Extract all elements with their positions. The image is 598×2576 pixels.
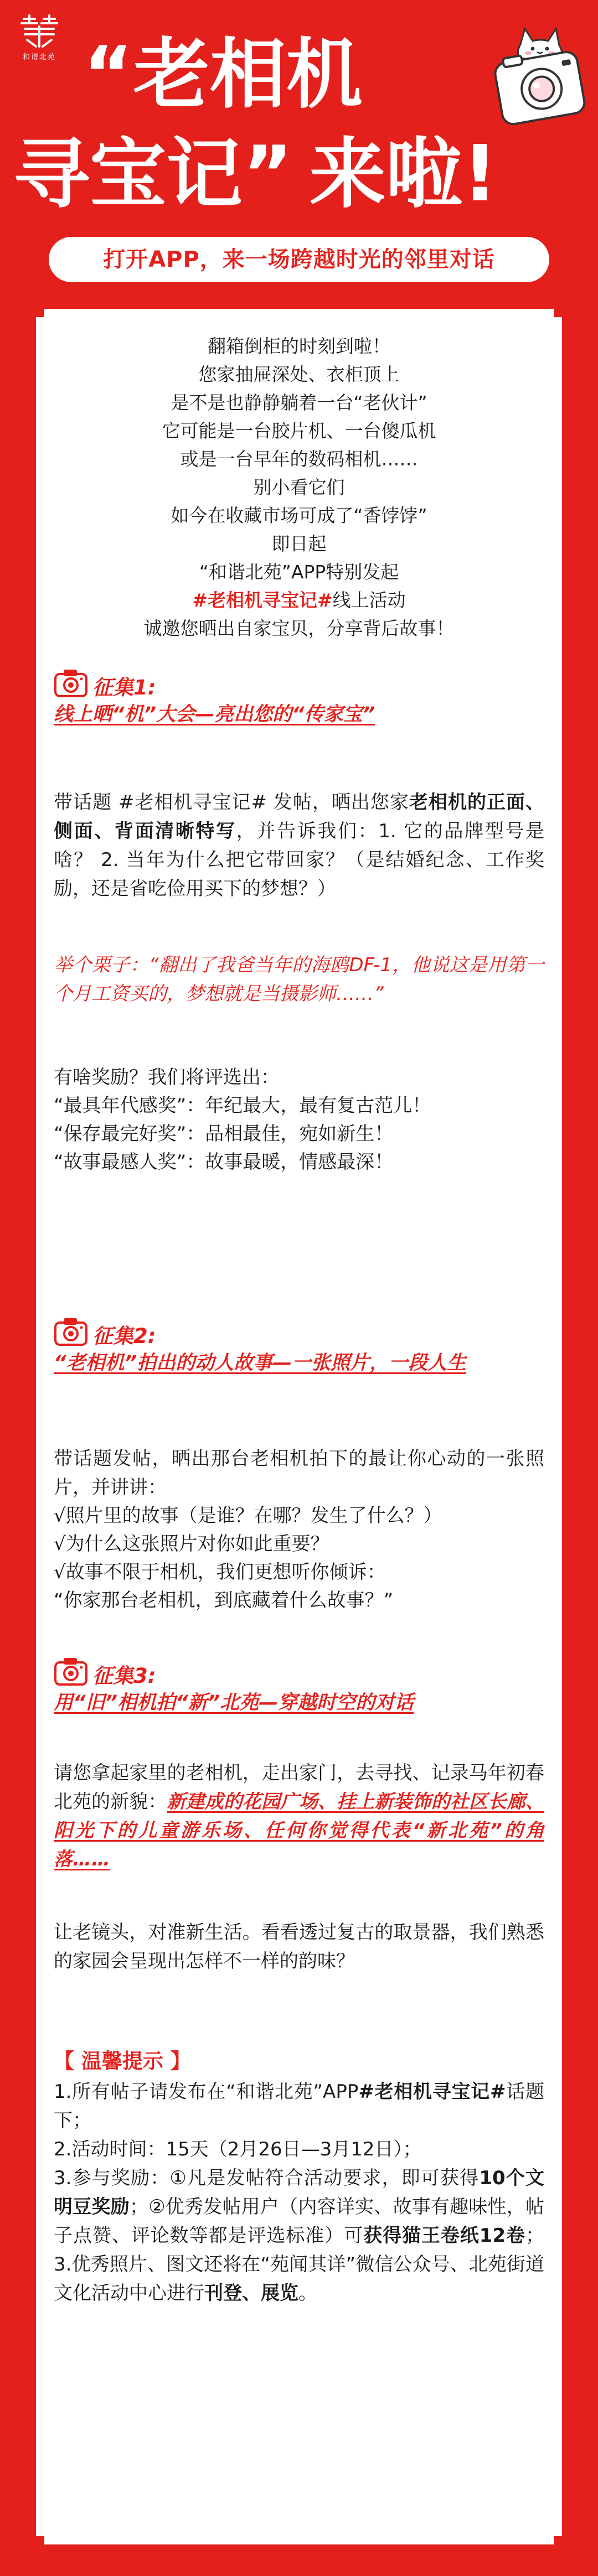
tip-text: ；②优秀发帖用户（内容详实、故事有趣味性，帖子点赞、评论数等都是评选标准）可 [54, 2196, 545, 2247]
title-part-a: 寻宝记” [13, 129, 293, 219]
title-exclamation: ! [462, 129, 498, 219]
section-1-label: 征集1: [92, 676, 156, 699]
section-2-checklist [54, 1502, 544, 1615]
hashtag[interactable]: #老相机寻宝记# [192, 589, 333, 611]
tips-body [54, 2077, 544, 2308]
camera-with-cat-icon [487, 22, 587, 127]
corner-mark [554, 2536, 562, 2544]
content-card [36, 309, 562, 2544]
intro-line: 它可能是一台胶片机、一台傻瓜机 [162, 420, 436, 442]
intro-line: 如今在收藏市场可成了“香饽饽” [171, 505, 427, 526]
hashtag-suffix: 线上活动 [332, 589, 406, 611]
section-3-emphasis: 新建成的花园广场、挂上新装饰的社区长廊、阳光下的儿童游乐场、任何你觉得代表“新北苑”的角落…… [54, 1791, 545, 1870]
tip-emphasis: 获得猫王卷纸12卷 [363, 2225, 525, 2247]
intro-line: “和谐北苑”APP特别发起 [199, 561, 399, 583]
section-1-body [54, 788, 544, 903]
intro-line: 您家抽屉深处、衣柜顶上 [198, 364, 400, 385]
tip-text: 3.参与奖励：①凡是发帖符合活动要求，即可获得 [54, 2167, 480, 2189]
logo-glyph-icon [19, 14, 59, 49]
section-1-subtitle: 线上晒“机”大会—亮出您的“传家宝” [54, 703, 375, 725]
camera-icon [54, 1316, 88, 1347]
section-1-rewards [54, 1064, 544, 1176]
section-1-text: 带话题 #老相机寻宝记# 发帖，晒出您家 [54, 791, 409, 813]
intro-block [36, 332, 562, 642]
tip-text: 话题下； [54, 2081, 545, 2132]
intro-line: 诚邀您晒出自家宝贝，分享背后故事！ [143, 618, 455, 639]
section-3-subtitle: 用“旧”相机拍“新”北苑—穿越时空的对话 [54, 1692, 414, 1714]
section-2-label: 征集2: [92, 1324, 156, 1348]
logo-text: 和谐北苑 [22, 53, 56, 61]
brand-logo [14, 14, 64, 61]
reward-item: “故事最感人奖”：故事最暖，情感最深！ [54, 1151, 394, 1173]
page-title-line-1: “老相机 [83, 30, 363, 119]
intro-line: 或是一台早年的数码相机…… [180, 448, 418, 470]
tip-item [54, 2164, 544, 2308]
section-3-label: 征集3: [92, 1664, 156, 1688]
reward-item: “保存最完好奖”：品相最佳，宛如新生！ [54, 1123, 394, 1145]
tip-text: 1.所有帖子请发布在“和谐北苑”APP [54, 2081, 359, 2103]
intro-line: 别小看它们 [253, 476, 345, 498]
section-1-example: 举个栗子：“翻出了我爸当年的海鸥DF-1，他说这是用第一个月工资买的，梦想就是当摄影师……” [54, 954, 544, 1005]
section-1-emphasis: 老相机的正面、侧面、背面清晰特写 [54, 791, 545, 842]
check-item: √故事不限于相机，我们更想听你倾诉： [54, 1561, 386, 1583]
reward-item: “最具年代感奖”：年纪最大，最有复古范儿！ [54, 1095, 431, 1117]
corner-mark [36, 309, 44, 317]
section-3-text: 请您拿起家里的老相机，走出家门，去寻找、记录马年初春北苑的新貌： [54, 1762, 544, 1813]
tip-emphasis: 10个文明豆奖励 [54, 2167, 544, 2218]
section-1-text-cont: ，并告诉我们：1. 它的品牌型号是啥？ 2. 当年为什么把它带回家？（是结婚纪念、工作奖励，还是省吃俭用买下的梦想？） [54, 820, 545, 900]
section-2-subtitle: “老相机”拍出的动人故事—一张照片，一段人生 [54, 1352, 467, 1374]
tip-emphasis: #老相机寻宝记# [358, 2081, 506, 2103]
tip-text: 。 [298, 2282, 317, 2304]
check-item: “你家那台老相机，到底藏着什么故事？” [54, 1589, 394, 1611]
tip-text: ；3.优秀照片、图文还将在“苑闻其详”微信公众号、北苑街道文化活动中心进行 [54, 2225, 544, 2304]
intro-line: 是不是也静静躺着一台“老伙计” [171, 392, 427, 413]
tip-item [54, 2077, 544, 2135]
check-item: √照片里的故事（是谁？在哪？发生了什么？） [54, 1505, 442, 1527]
camera-icon [54, 1656, 88, 1687]
page-title-line-2 [13, 129, 498, 219]
title-part-b: 来啦 [309, 129, 462, 219]
section-2-body: 带话题发帖，晒出那台老相机拍下的最让你心动的一张照片，并讲讲： [54, 1448, 544, 1499]
tip-emphasis: 刊登、展览 [204, 2282, 298, 2304]
tips-title: 【 温馨提示 】 [54, 2049, 191, 2073]
check-item: √为什么这张照片对你如此重要？ [54, 1533, 329, 1555]
camera-icon [54, 667, 88, 698]
rewards-intro: 有啥奖励？我们将评选出： [54, 1066, 280, 1089]
intro-hashtag-line [36, 586, 562, 614]
tip-item: 2.活动时间：15天（2月26日—3月12日）； [54, 2138, 422, 2160]
intro-line: 即日起 [271, 533, 327, 554]
section-3-body [54, 1759, 544, 1874]
corner-mark [36, 2536, 44, 2544]
section-3-closing: 让老镜头，对准新生活。看看透过复古的取景器，我们熟悉的家园会呈现出怎样不一样的韵味？ [54, 1921, 544, 1972]
subtitle-banner: 打开APP，来一场跨越时光的邻里对话 [49, 237, 549, 282]
corner-mark [554, 309, 562, 317]
intro-line: 翻箱倒柜的时刻到啦！ [208, 335, 390, 357]
